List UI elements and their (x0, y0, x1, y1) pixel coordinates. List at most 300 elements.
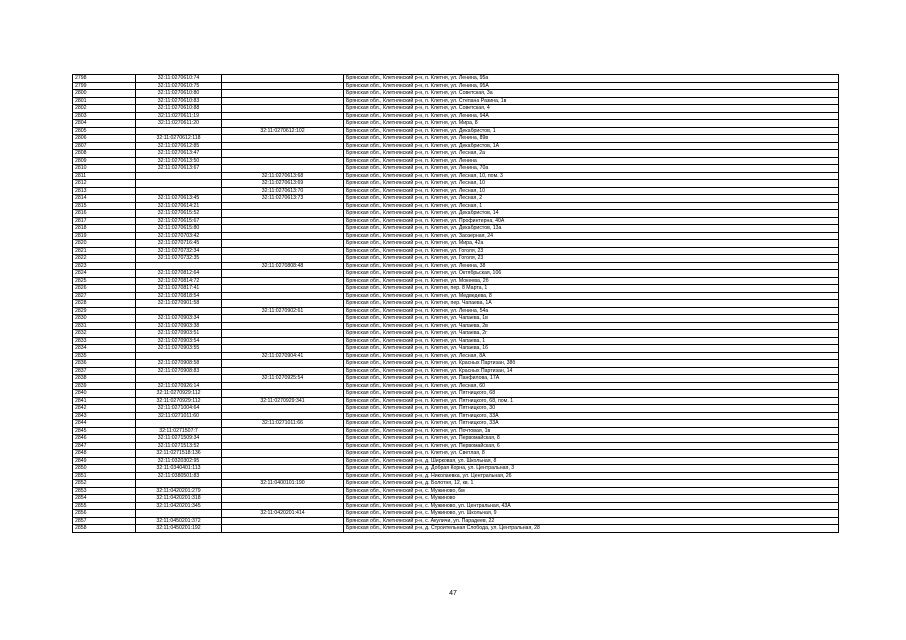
related-cadastral-number-cell (222, 315, 344, 323)
address-cell: Брянская обл., Клетнянский р-н, п. Клетня, ул. Лесная, 2а (344, 150, 839, 158)
related-cadastral-number-cell (222, 142, 344, 150)
address-cell: Брянская обл., Клетнянский р-н, п. Клетня, ул. Красных Партизан, 14 (344, 367, 839, 375)
row-number-cell: 2850 (73, 465, 136, 473)
row-number-cell: 2803 (73, 112, 136, 120)
related-cadastral-number-cell (222, 105, 344, 113)
table-row (73, 105, 839, 113)
row-number-cell: 2838 (73, 375, 136, 383)
table-row (73, 375, 839, 383)
row-number-cell: 2810 (73, 165, 136, 173)
row-number-cell: 2834 (73, 345, 136, 353)
row-number-cell: 2843 (73, 412, 136, 420)
related-cadastral-number-cell (222, 487, 344, 495)
row-number-cell: 2818 (73, 225, 136, 233)
address-cell: Брянская обл., Клетнянский р-н, п. Клетня, пер. Чапаева, 1А (344, 300, 839, 308)
table-row (73, 307, 839, 315)
row-number-cell: 2817 (73, 217, 136, 225)
address-cell: Брянская обл., Клетнянский р-н, п. Клетня, ул. Ленина, 38 (344, 262, 839, 270)
cadastral-number-cell: 32:11:0270610:75 (136, 82, 222, 90)
address-cell: Брянская обл., Клетнянский р-н, п. Клетня, ул. Пятницкого, 68 (344, 390, 839, 398)
address-cell: Брянская обл., Клетнянский р-н, с. Мужиново, ул. Центральная, 43А (344, 502, 839, 510)
related-cadastral-number-cell (222, 232, 344, 240)
table-row (73, 142, 839, 150)
cadastral-number-cell: 32:11:0270814:72 (136, 277, 222, 285)
table-row (73, 487, 839, 495)
row-number-cell: 2806 (73, 135, 136, 143)
table-row (73, 450, 839, 458)
cadastral-number-cell: 32:11:0270732:35 (136, 255, 222, 263)
related-cadastral-number-cell (222, 277, 344, 285)
address-cell: Брянская обл., Клетнянский р-н, д. Ширковая, ул. Школьная, 8 (344, 457, 839, 465)
table-row (73, 270, 839, 278)
related-cadastral-number-cell (222, 322, 344, 330)
table-row (73, 90, 839, 98)
table-row (73, 367, 839, 375)
address-cell: Брянская обл., Клетнянский р-н, п. Клетня, ул. Чапаева, 16 (344, 345, 839, 353)
address-cell: Брянская обл., Клетнянский р-н, п. Клетня, ул. Декабристов, 13а (344, 225, 839, 233)
row-number-cell: 2846 (73, 435, 136, 443)
row-number-cell: 2854 (73, 495, 136, 503)
table-row (73, 420, 839, 428)
table-row (73, 397, 839, 405)
cadastral-number-cell (136, 187, 222, 195)
cadastral-number-cell: 32:11:0270610:88 (136, 105, 222, 113)
related-cadastral-number-cell (222, 495, 344, 503)
address-cell: Брянская обл., Клетнянский р-н, п. Клетня, ул. Ленина, 94А (344, 112, 839, 120)
row-number-cell: 2831 (73, 322, 136, 330)
table-row (73, 217, 839, 225)
cadastral-number-cell: 32:11:0270908:58 (136, 360, 222, 368)
row-number-cell: 2811 (73, 172, 136, 180)
cadastral-number-cell: 32:11:0270615:67 (136, 217, 222, 225)
address-cell: Брянская обл., Клетнянский р-н, п. Клетня, ул. Лесная, 1 (344, 202, 839, 210)
row-number-cell: 2855 (73, 502, 136, 510)
row-number-cell: 2814 (73, 195, 136, 203)
table-row (73, 202, 839, 210)
cadastral-number-cell: 32:11:0420201:279 (136, 487, 222, 495)
row-number-cell: 2857 (73, 517, 136, 525)
table-row (73, 82, 839, 90)
related-cadastral-number-cell: 32:11:0271011:66 (222, 420, 344, 428)
related-cadastral-number-cell (222, 337, 344, 345)
cadastral-number-cell: 32:11:0270903:51 (136, 330, 222, 338)
row-number-cell: 2833 (73, 337, 136, 345)
page-number: 47 (449, 590, 457, 597)
cadastral-number-cell: 32:11:0420201:318 (136, 495, 222, 503)
table-row (73, 480, 839, 488)
related-cadastral-number-cell: 32:11:0270902:61 (222, 307, 344, 315)
row-number-cell: 2819 (73, 232, 136, 240)
row-number-cell: 2830 (73, 315, 136, 323)
row-number-cell: 2813 (73, 187, 136, 195)
cadastral-number-cell: 32:11:0270612:85 (136, 142, 222, 150)
related-cadastral-number-cell (222, 112, 344, 120)
cadastral-number-cell: 32:11:0270817:41 (136, 285, 222, 293)
address-cell: Брянская обл., Клетнянский р-н, п. Клетня, ул. Мокеева, 2б (344, 277, 839, 285)
cadastral-number-cell (136, 262, 222, 270)
table-row (73, 427, 839, 435)
cadastral-number-cell: 32:11:0270929:112 (136, 390, 222, 398)
related-cadastral-number-cell (222, 165, 344, 173)
row-number-cell: 2824 (73, 270, 136, 278)
related-cadastral-number-cell: 32:11:0400101:190 (222, 480, 344, 488)
related-cadastral-number-cell: 32:11:0270613:68 (222, 172, 344, 180)
address-cell: Брянская обл., Клетнянский р-н, п. Клетня, ул. Лесная, 10 (344, 180, 839, 188)
table-row (73, 315, 839, 323)
address-cell: Брянская обл., Клетнянский р-н, п. Клетня, ул. Декабристов, 14 (344, 210, 839, 218)
row-number-cell: 2848 (73, 450, 136, 458)
cadastral-number-cell: 32:11:0270812:64 (136, 270, 222, 278)
cadastral-number-cell: 32:11:0270818:54 (136, 292, 222, 300)
row-number-cell: 2828 (73, 300, 136, 308)
cadastral-number-cell: 32:11:0270613:45 (136, 195, 222, 203)
row-number-cell: 2844 (73, 420, 136, 428)
related-cadastral-number-cell (222, 247, 344, 255)
related-cadastral-number-cell (222, 255, 344, 263)
related-cadastral-number-cell: 32:11:0270612:102 (222, 127, 344, 135)
table-row (73, 525, 839, 533)
row-number-cell: 2836 (73, 360, 136, 368)
address-cell: Брянская обл., Клетнянский р-н, п. Клетня, ул. Первомайская, 8 (344, 435, 839, 443)
table-row (73, 75, 839, 83)
related-cadastral-number-cell (222, 457, 344, 465)
table-row (73, 412, 839, 420)
table-row (73, 502, 839, 510)
row-number-cell: 2858 (73, 525, 136, 533)
table-row (73, 292, 839, 300)
row-number-cell: 2816 (73, 210, 136, 218)
cadastral-number-cell: 32:11:0270610:74 (136, 75, 222, 83)
address-cell: Брянская обл., Клетнянский р-н, п. Клетня, ул. Гоголя, 23 (344, 255, 839, 263)
cadastral-number-cell (136, 510, 222, 518)
address-cell: Брянская обл., Клетнянский р-н, п. Клетня, ул. Ленина, 89в (344, 135, 839, 143)
related-cadastral-number-cell (222, 360, 344, 368)
row-number-cell: 2845 (73, 427, 136, 435)
address-cell: Брянская обл., Клетнянский р-н, п. Клетня, ул. Ленина (344, 157, 839, 165)
row-number-cell: 2822 (73, 255, 136, 263)
cadastral-number-cell: 32:11:0270903:55 (136, 345, 222, 353)
row-number-cell: 2837 (73, 367, 136, 375)
table-row (73, 382, 839, 390)
row-number-cell: 2823 (73, 262, 136, 270)
related-cadastral-number-cell (222, 435, 344, 443)
cadastral-number-cell: 32:11:0270612:118 (136, 135, 222, 143)
related-cadastral-number-cell (222, 412, 344, 420)
table-row (73, 112, 839, 120)
row-number-cell: 2832 (73, 330, 136, 338)
table-row (73, 405, 839, 413)
address-cell: Брянская обл., Клетнянский р-н, п. Клетня, ул. Чапаева, 1 (344, 337, 839, 345)
related-cadastral-number-cell (222, 472, 344, 480)
address-cell: Брянская обл., Клетнянский р-н, п. Клетня, ул. Лесная, 8А (344, 352, 839, 360)
table-row (73, 187, 839, 195)
cadastral-number-cell: 32:11:0270926:14 (136, 382, 222, 390)
cadastral-number-cell (136, 180, 222, 188)
registry-table (72, 74, 839, 533)
related-cadastral-number-cell: 32:11:0270808:48 (222, 262, 344, 270)
row-number-cell: 2826 (73, 285, 136, 293)
registry-body (73, 75, 839, 533)
cadastral-number-cell (136, 172, 222, 180)
table-row (73, 165, 839, 173)
address-cell: Брянская обл., Клетнянский р-н, п. Клетня, ул. Советская, 4 (344, 105, 839, 113)
table-row (73, 322, 839, 330)
related-cadastral-number-cell (222, 300, 344, 308)
related-cadastral-number-cell (222, 135, 344, 143)
cadastral-number-cell: 32:11:0270615:52 (136, 210, 222, 218)
row-number-cell: 2798 (73, 75, 136, 83)
related-cadastral-number-cell (222, 382, 344, 390)
cadastral-number-cell: 32:11:0270611:19 (136, 112, 222, 120)
address-cell: Брянская обл., Клетнянский р-н, п. Клетня, ул. Чапаева, 2в (344, 322, 839, 330)
cadastral-number-cell (136, 127, 222, 135)
row-number-cell: 2799 (73, 82, 136, 90)
table-row (73, 442, 839, 450)
address-cell: Брянская обл., Клетнянский р-н, п. Клетня, ул. Ленина, 95А (344, 82, 839, 90)
address-cell: Брянская обл., Клетнянский р-н, п. Клетня, ул. Ленина, 54а (344, 307, 839, 315)
address-cell: Брянская обл., Клетнянский р-н, п. Клетня, ул. Декабристов, 1 (344, 127, 839, 135)
cadastral-number-cell: 32:11:0270611:20 (136, 120, 222, 128)
row-number-cell: 2808 (73, 150, 136, 158)
related-cadastral-number-cell (222, 330, 344, 338)
table-row (73, 465, 839, 473)
row-number-cell: 2807 (73, 142, 136, 150)
cadastral-number-cell: 32:11:0270908:83 (136, 367, 222, 375)
cadastral-number-cell: 32:11:0271509:34 (136, 435, 222, 443)
cadastral-number-cell: 32:11:0270610:80 (136, 90, 222, 98)
row-number-cell: 2809 (73, 157, 136, 165)
related-cadastral-number-cell (222, 390, 344, 398)
related-cadastral-number-cell (222, 450, 344, 458)
address-cell: Брянская обл., Клетнянский р-н, п. Клетня, ул. Пятницкого, 33А (344, 420, 839, 428)
address-cell: Брянская обл., Клетнянский р-н, п. Клетня, ул. Панфилова, 17А (344, 375, 839, 383)
row-number-cell: 2835 (73, 352, 136, 360)
address-cell: Брянская обл., Клетнянский р-н, с. Акуличи, ул. Парадеев, 22 (344, 517, 839, 525)
table-row (73, 180, 839, 188)
related-cadastral-number-cell (222, 427, 344, 435)
row-number-cell: 2840 (73, 390, 136, 398)
address-cell: Брянская обл., Клетнянский р-н, п. Клетня, пер. 8 Марта, 1 (344, 285, 839, 293)
address-cell: Брянская обл., Клетнянский р-н, п. Клетня, ул. Ленина, 70а (344, 165, 839, 173)
table-row (73, 360, 839, 368)
address-cell: Брянская обл., Клетнянский р-н, п. Клетня, ул. Медведева, 8 (344, 292, 839, 300)
related-cadastral-number-cell (222, 285, 344, 293)
table-row (73, 390, 839, 398)
cadastral-number-cell: 32:11:0270903:34 (136, 315, 222, 323)
related-cadastral-number-cell: 32:11:0270929:341 (222, 397, 344, 405)
address-cell: Брянская обл., Клетнянский р-н, п. Клетня, ул. Советская, 3а (344, 90, 839, 98)
row-number-cell: 2805 (73, 127, 136, 135)
row-number-cell: 2847 (73, 442, 136, 450)
related-cadastral-number-cell (222, 120, 344, 128)
table-row (73, 285, 839, 293)
related-cadastral-number-cell (222, 225, 344, 233)
row-number-cell: 2851 (73, 472, 136, 480)
address-cell: Брянская обл., Клетнянский р-н, д. Болотня, 12, кв. 1 (344, 480, 839, 488)
cadastral-number-cell: 32:11:0450201:372 (136, 517, 222, 525)
table-row (73, 277, 839, 285)
address-cell: Брянская обл., Клетнянский р-н, п. Клетня, ул. Степана Разина, 1в (344, 97, 839, 105)
table-row (73, 225, 839, 233)
cadastral-number-cell: 32:11:0270613:47 (136, 150, 222, 158)
cadastral-number-cell: 32:11:0271004:64 (136, 405, 222, 413)
cadastral-number-cell: 32:11:0270716:45 (136, 240, 222, 248)
address-cell: Брянская обл., Клетнянский р-н, п. Клетня, ул. Первомайская, 6 (344, 442, 839, 450)
address-cell: Брянская обл., Клетнянский р-н, п. Клетня, ул. Пятницкого, 68, пом. 1 (344, 397, 839, 405)
related-cadastral-number-cell: 32:11:0270613:70 (222, 187, 344, 195)
related-cadastral-number-cell (222, 367, 344, 375)
table-row (73, 120, 839, 128)
table-row (73, 352, 839, 360)
cadastral-number-cell: 32:11:0271507:7 (136, 427, 222, 435)
related-cadastral-number-cell (222, 345, 344, 353)
cadastral-number-cell: 32:11:0271513:52 (136, 442, 222, 450)
address-cell: Брянская обл., Клетнянский р-н, п. Клетня, ул. Лесная, 10 (344, 187, 839, 195)
table-row (73, 157, 839, 165)
cadastral-number-cell: 32:11:0270615:80 (136, 225, 222, 233)
cadastral-number-cell: 32:11:0270903:54 (136, 337, 222, 345)
address-cell: Брянская обл., Клетнянский р-н, д. Добрая Корна, ул. Центральная, 3 (344, 465, 839, 473)
address-cell: Брянская обл., Клетнянский р-н, п. Клетня, ул. Светлая, 8 (344, 450, 839, 458)
address-cell: Брянская обл., Клетнянский р-н, п. Клетня, ул. Лесная, 2 (344, 195, 839, 203)
cadastral-number-cell (136, 480, 222, 488)
row-number-cell: 2849 (73, 457, 136, 465)
related-cadastral-number-cell (222, 292, 344, 300)
cadastral-number-cell: 32:11:0270901:58 (136, 300, 222, 308)
table-row (73, 337, 839, 345)
row-number-cell: 2839 (73, 382, 136, 390)
address-cell: Брянская обл., Клетнянский р-н, д. Строительная Слобода, ул. Центральная, 28 (344, 525, 839, 533)
row-number-cell: 2801 (73, 97, 136, 105)
related-cadastral-number-cell (222, 517, 344, 525)
address-cell: Брянская обл., Клетнянский р-н, с. Мужиново, ул. Школьная, 9 (344, 510, 839, 518)
row-number-cell: 2827 (73, 292, 136, 300)
address-cell: Брянская обл., Клетнянский р-н, п. Клетня, ул. Лесная, 60 (344, 382, 839, 390)
address-cell: Брянская обл., Клетнянский р-н, п. Клетня, ул. Пятницкого, 33А (344, 412, 839, 420)
related-cadastral-number-cell (222, 405, 344, 413)
cadastral-number-cell: 32:11:0270613:50 (136, 157, 222, 165)
address-cell: Брянская обл., Клетнянский р-н, п. Клетня, ул. Лесная, 10, пом. 3 (344, 172, 839, 180)
related-cadastral-number-cell: 32:11:0270925:54 (222, 375, 344, 383)
address-cell: Брянская обл., Клетнянский р-н, с. Мужиново (344, 495, 839, 503)
table-row (73, 172, 839, 180)
cadastral-number-cell (136, 307, 222, 315)
row-number-cell: 2856 (73, 510, 136, 518)
table-row (73, 232, 839, 240)
table-row (73, 210, 839, 218)
address-cell: Брянская обл., Клетнянский р-н, п. Клетня, ул. Декабристов, 1А (344, 142, 839, 150)
address-cell: Брянская обл., Клетнянский р-н, п. Клетня, ул. Мира, 42а (344, 240, 839, 248)
address-cell: Брянская обл., Клетнянский р-н, п. Клетня, ул. Октябрьская, 106 (344, 270, 839, 278)
cadastral-number-cell: 32:11:0340401:113 (136, 465, 222, 473)
address-cell: Брянская обл., Клетнянский р-н, п. Клетня, ул. Заозерная, 24 (344, 232, 839, 240)
address-cell: Брянская обл., Клетнянский р-н, п. Клетня, ул. Красных Партизан, 38б (344, 360, 839, 368)
table-row (73, 435, 839, 443)
related-cadastral-number-cell: 32:11:0420201:414 (222, 510, 344, 518)
cadastral-number-cell (136, 375, 222, 383)
table-row (73, 247, 839, 255)
address-cell: Брянская обл., Клетнянский р-н, п. Клетня, ул. Чапаева, 1в (344, 315, 839, 323)
related-cadastral-number-cell (222, 157, 344, 165)
table-row (73, 510, 839, 518)
related-cadastral-number-cell (222, 90, 344, 98)
address-cell: Брянская обл., Клетнянский р-н, п. Клетня, ул. Мира, 8 (344, 120, 839, 128)
table-row (73, 330, 839, 338)
table-row (73, 345, 839, 353)
related-cadastral-number-cell (222, 150, 344, 158)
table-row (73, 262, 839, 270)
address-cell: Брянская обл., Клетнянский р-н, п. Клетня, ул. Чапаева, 2г (344, 330, 839, 338)
related-cadastral-number-cell (222, 217, 344, 225)
row-number-cell: 2815 (73, 202, 136, 210)
address-cell: Брянская обл., Клетнянский р-н, с. Мужиново, 6м (344, 487, 839, 495)
row-number-cell: 2852 (73, 480, 136, 488)
address-cell: Брянская обл., Клетнянский р-н, п. Клетня, ул. Профинтерна, 40А (344, 217, 839, 225)
cadastral-number-cell: 32:11:0320302:95 (136, 457, 222, 465)
row-number-cell: 2853 (73, 487, 136, 495)
table-row (73, 472, 839, 480)
related-cadastral-number-cell (222, 502, 344, 510)
related-cadastral-number-cell (222, 210, 344, 218)
row-number-cell: 2829 (73, 307, 136, 315)
row-number-cell: 2800 (73, 90, 136, 98)
table-row (73, 195, 839, 203)
table-row (73, 495, 839, 503)
related-cadastral-number-cell (222, 82, 344, 90)
row-number-cell: 2802 (73, 105, 136, 113)
row-number-cell: 2842 (73, 405, 136, 413)
related-cadastral-number-cell (222, 202, 344, 210)
cadastral-number-cell: 32:11:0450201:192 (136, 525, 222, 533)
related-cadastral-number-cell: 32:11:0270613:69 (222, 180, 344, 188)
row-number-cell: 2825 (73, 277, 136, 285)
related-cadastral-number-cell (222, 270, 344, 278)
row-number-cell: 2821 (73, 247, 136, 255)
cadastral-number-cell: 32:11:0271518:136 (136, 450, 222, 458)
cadastral-number-cell: 32:11:0270929:112 (136, 397, 222, 405)
cadastral-number-cell: 32:11:0420201:345 (136, 502, 222, 510)
address-cell: Брянская обл., Клетнянский р-н, д. Николаевка, ул. Центральная, 26 (344, 472, 839, 480)
cadastral-number-cell: 32:11:0270613:67 (136, 165, 222, 173)
address-cell: Брянская обл., Клетнянский р-н, п. Клетня, ул. Пятницкого, 30 (344, 405, 839, 413)
cadastral-number-cell: 32:11:0270610:83 (136, 97, 222, 105)
cadastral-number-cell: 32:11:0270903:38 (136, 322, 222, 330)
related-cadastral-number-cell (222, 465, 344, 473)
row-number-cell: 2820 (73, 240, 136, 248)
row-number-cell: 2841 (73, 397, 136, 405)
cadastral-number-cell (136, 420, 222, 428)
related-cadastral-number-cell: 32:11:0270904:41 (222, 352, 344, 360)
cadastral-number-cell (136, 352, 222, 360)
cadastral-number-cell: 32:11:0270703:42 (136, 232, 222, 240)
address-cell: Брянская обл., Клетнянский р-н, п. Клетня, ул. Гоголя, 23 (344, 247, 839, 255)
table-row (73, 135, 839, 143)
related-cadastral-number-cell (222, 240, 344, 248)
related-cadastral-number-cell (222, 97, 344, 105)
table-row (73, 240, 839, 248)
cadastral-number-cell: 32:11:0270732:34 (136, 247, 222, 255)
table-row (73, 517, 839, 525)
row-number-cell: 2812 (73, 180, 136, 188)
table-row (73, 457, 839, 465)
cadastral-number-cell: 32:11:0270614:21 (136, 202, 222, 210)
table-row (73, 127, 839, 135)
related-cadastral-number-cell (222, 442, 344, 450)
related-cadastral-number-cell: 32:11:0270613:73 (222, 195, 344, 203)
cadastral-number-cell: 32:11:0380501:83 (136, 472, 222, 480)
table-row (73, 300, 839, 308)
address-cell: Брянская обл., Клетнянский р-н, п. Клетня, ул. Почтовая, 1в (344, 427, 839, 435)
